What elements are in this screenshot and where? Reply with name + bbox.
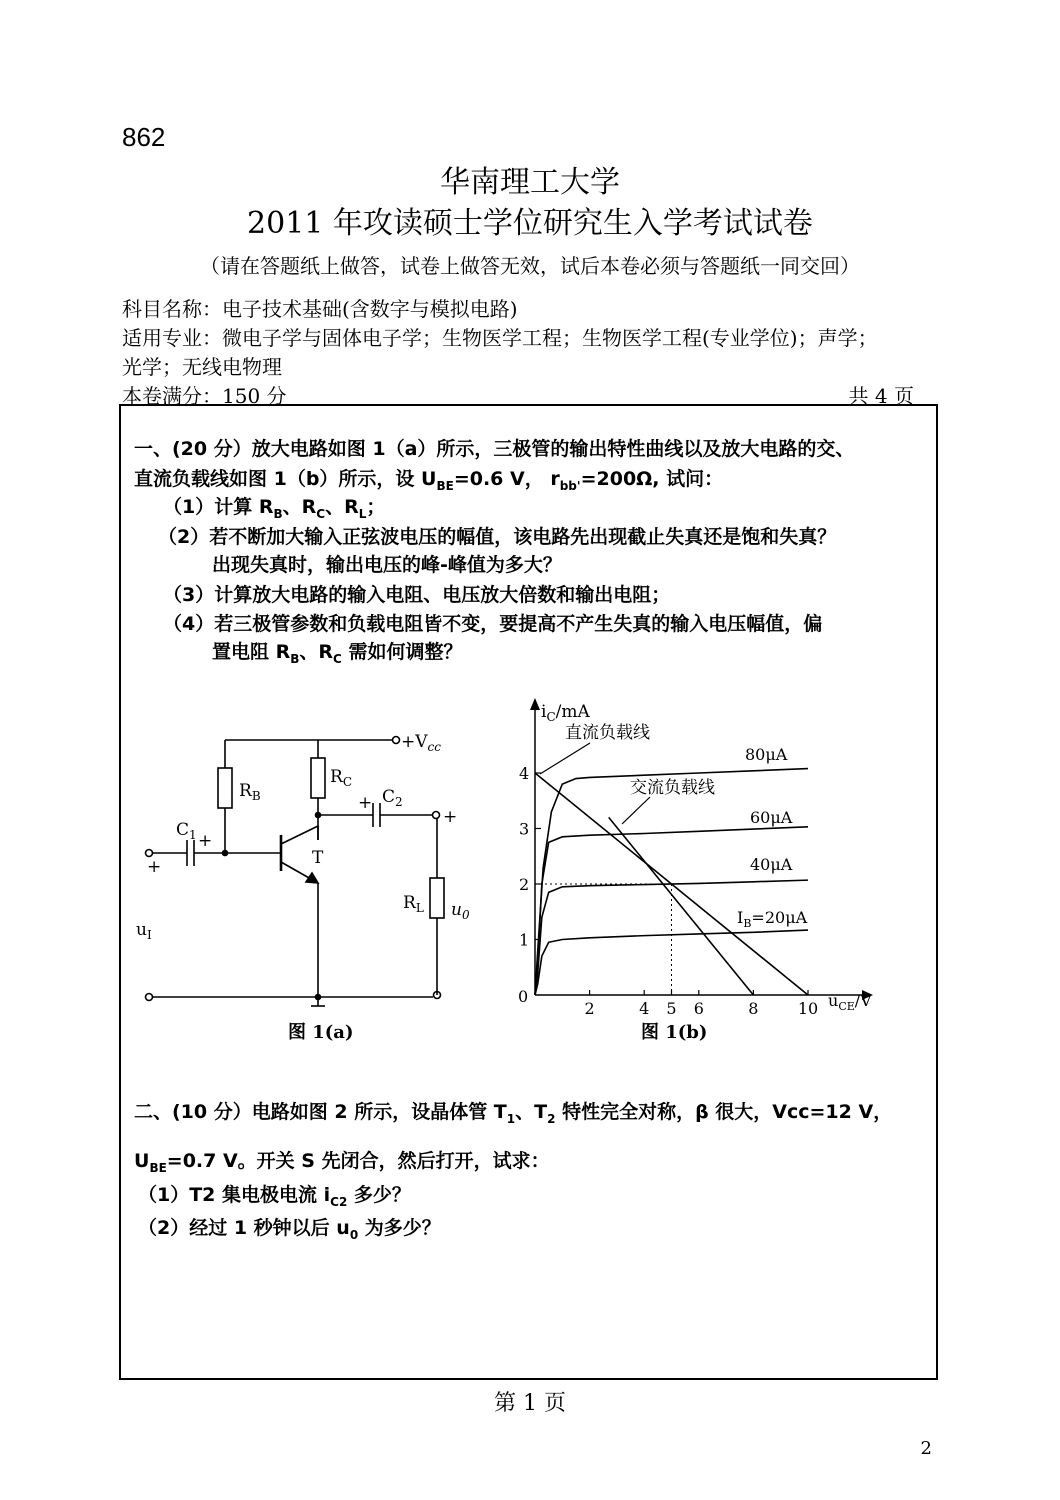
vcc-terminal: [393, 737, 400, 744]
subject-line: 科目名称：电子技术基础(含数字与模拟电路): [122, 297, 518, 321]
rc-label: $R_C$: [330, 767, 352, 789]
q1-line-2: 直流负载线如图 1（b）所示，设 $U_{BE}=0.6$ V， $r_{bb'}=200\Omega$, 试问：: [134, 468, 724, 493]
c1-plus-label: +: [198, 831, 213, 851]
q2-line-2: $U_{BE}=0.7$ V。开关 S 先闭合，然后打开，试求：: [134, 1150, 550, 1175]
page-number: 2: [920, 1438, 932, 1459]
y-axis-label: $i_C/mA$: [541, 702, 590, 724]
x-tick-label: 2: [584, 999, 595, 1018]
rb-resistor: [218, 768, 232, 808]
y-tick-label: 4: [519, 764, 530, 783]
c1-label: $C_1$: [176, 820, 197, 842]
q2-part-1: （1）T2 集电极电流 $i_{C2}$ 多少？: [138, 1184, 411, 1209]
figure-1b-caption: 图 1(b): [641, 1022, 708, 1043]
ac-label-pointer: [622, 797, 650, 824]
x-tick-label: 8: [748, 999, 759, 1018]
origin-label: 0: [518, 987, 529, 1006]
q2-part-2: （2）经过 1 秒钟以后 $u_0$ 为多少？: [138, 1217, 441, 1242]
input-terminal-plus: [146, 850, 153, 857]
ac-load-line-label: 交流负载线: [630, 778, 715, 798]
q1-part-3: （3）计算放大电路的输入电阻、电压放大倍数和输出电阻；: [163, 584, 671, 606]
figure-1: [130, 690, 900, 1055]
rb-label: $R_B$: [239, 781, 261, 803]
ui-label: $u_I$: [136, 920, 152, 942]
page-footer: 第 1 页: [494, 1391, 566, 1416]
rl-label: $R_L$: [403, 893, 424, 915]
y-tick-label: 1: [519, 930, 530, 950]
exam-title: 2011 年攻读硕士学位研究生入学考试试卷: [247, 206, 813, 241]
exam-note: （请在答题纸上做答，试卷上做答无效，试后本卷必须与答题纸一同交回）: [200, 254, 860, 278]
collector-junction-dot: [316, 813, 321, 818]
vcc-label: $+V_{cc}$: [401, 732, 441, 754]
full-score: 本卷满分：150 分: [122, 384, 287, 408]
q1-part-2-line-2: 出现失真时，输出电压的峰-峰值为多大？: [212, 554, 562, 576]
output-plus-label: +: [443, 807, 458, 827]
x-tick-label: 5: [666, 999, 677, 1018]
rc-resistor: [311, 758, 325, 798]
ac-load-line: [609, 817, 754, 995]
rl-resistor: [430, 878, 444, 918]
total-pages: 共 4 页: [848, 384, 914, 408]
exam-code: 862: [122, 122, 166, 152]
output-terminal-plus: [433, 812, 440, 819]
dc-label-pointer: [540, 743, 590, 774]
base-junction-dot: [223, 851, 228, 856]
transistor-label: T: [312, 848, 324, 868]
y-axis-arrow-icon: [530, 698, 540, 710]
series-label-40: 40μA: [750, 855, 793, 874]
series-label-80: 80μA: [745, 745, 788, 764]
q1-line-1: 一、(20 分）放大电路如图 1（a）所示，三极管的输出特性曲线以及放大电路的交、: [134, 438, 855, 460]
x-tick-label: 4: [639, 999, 650, 1018]
x-tick-label: 6: [693, 999, 704, 1018]
u0-label: $u_0$: [451, 900, 470, 922]
majors-line-2: 光学；无线电物理: [122, 355, 282, 379]
university-name: 华南理工大学: [440, 165, 620, 200]
x-axis-label: $u_{CE}/V$: [828, 991, 872, 1013]
q1-part-4-line-1: （4）若三极管参数和负载电阻皆不变，要提高不产生失真的输入电压幅值，偏: [163, 613, 823, 635]
series-label-20: $I_B=20\mu A$: [737, 908, 808, 930]
q1-part-1: （1）计算 $R_B$、$R_C$、$R_L$；: [163, 496, 386, 521]
y-tick-label: 3: [519, 819, 530, 839]
figure-1a-caption: 图 1(a): [288, 1022, 354, 1043]
input-terminal-minus: [146, 994, 153, 1001]
q1-part-4-line-2: 置电阻 $R_B$、$R_C$ 需如何调整？: [212, 641, 463, 666]
output-characteristics-chart: [518, 698, 873, 1043]
q1-part-2-line-1: （2）若不断加大输入正弦波电压的幅值，该电路先出现截止失真还是饱和失真？: [158, 526, 837, 548]
emitter-arrow-icon: [306, 873, 318, 883]
majors-line-1: 适用专业：微电子学与固体电子学；生物医学工程；生物医学工程(专业学位)；声学；: [122, 326, 878, 350]
q2-line-1: 二、(10 分）电路如图 2 所示，设晶体管 $T_1$、$T_2$ 特性完全对称，β 很大，Vcc=12 V，: [134, 1101, 893, 1126]
c2-label: $C_2$: [382, 787, 403, 809]
series-curve-2: [535, 880, 808, 995]
transistor-collector: [281, 826, 318, 844]
circuit-diagram: [146, 737, 445, 1007]
y-tick-label: 2: [519, 875, 530, 894]
series-label-60: 60μA: [750, 808, 793, 827]
c2-plus-label: +: [358, 793, 373, 813]
dc-load-line-label: 直流负载线: [565, 723, 650, 743]
x-tick-label: 10: [797, 999, 819, 1018]
input-plus-label: +: [147, 857, 162, 877]
